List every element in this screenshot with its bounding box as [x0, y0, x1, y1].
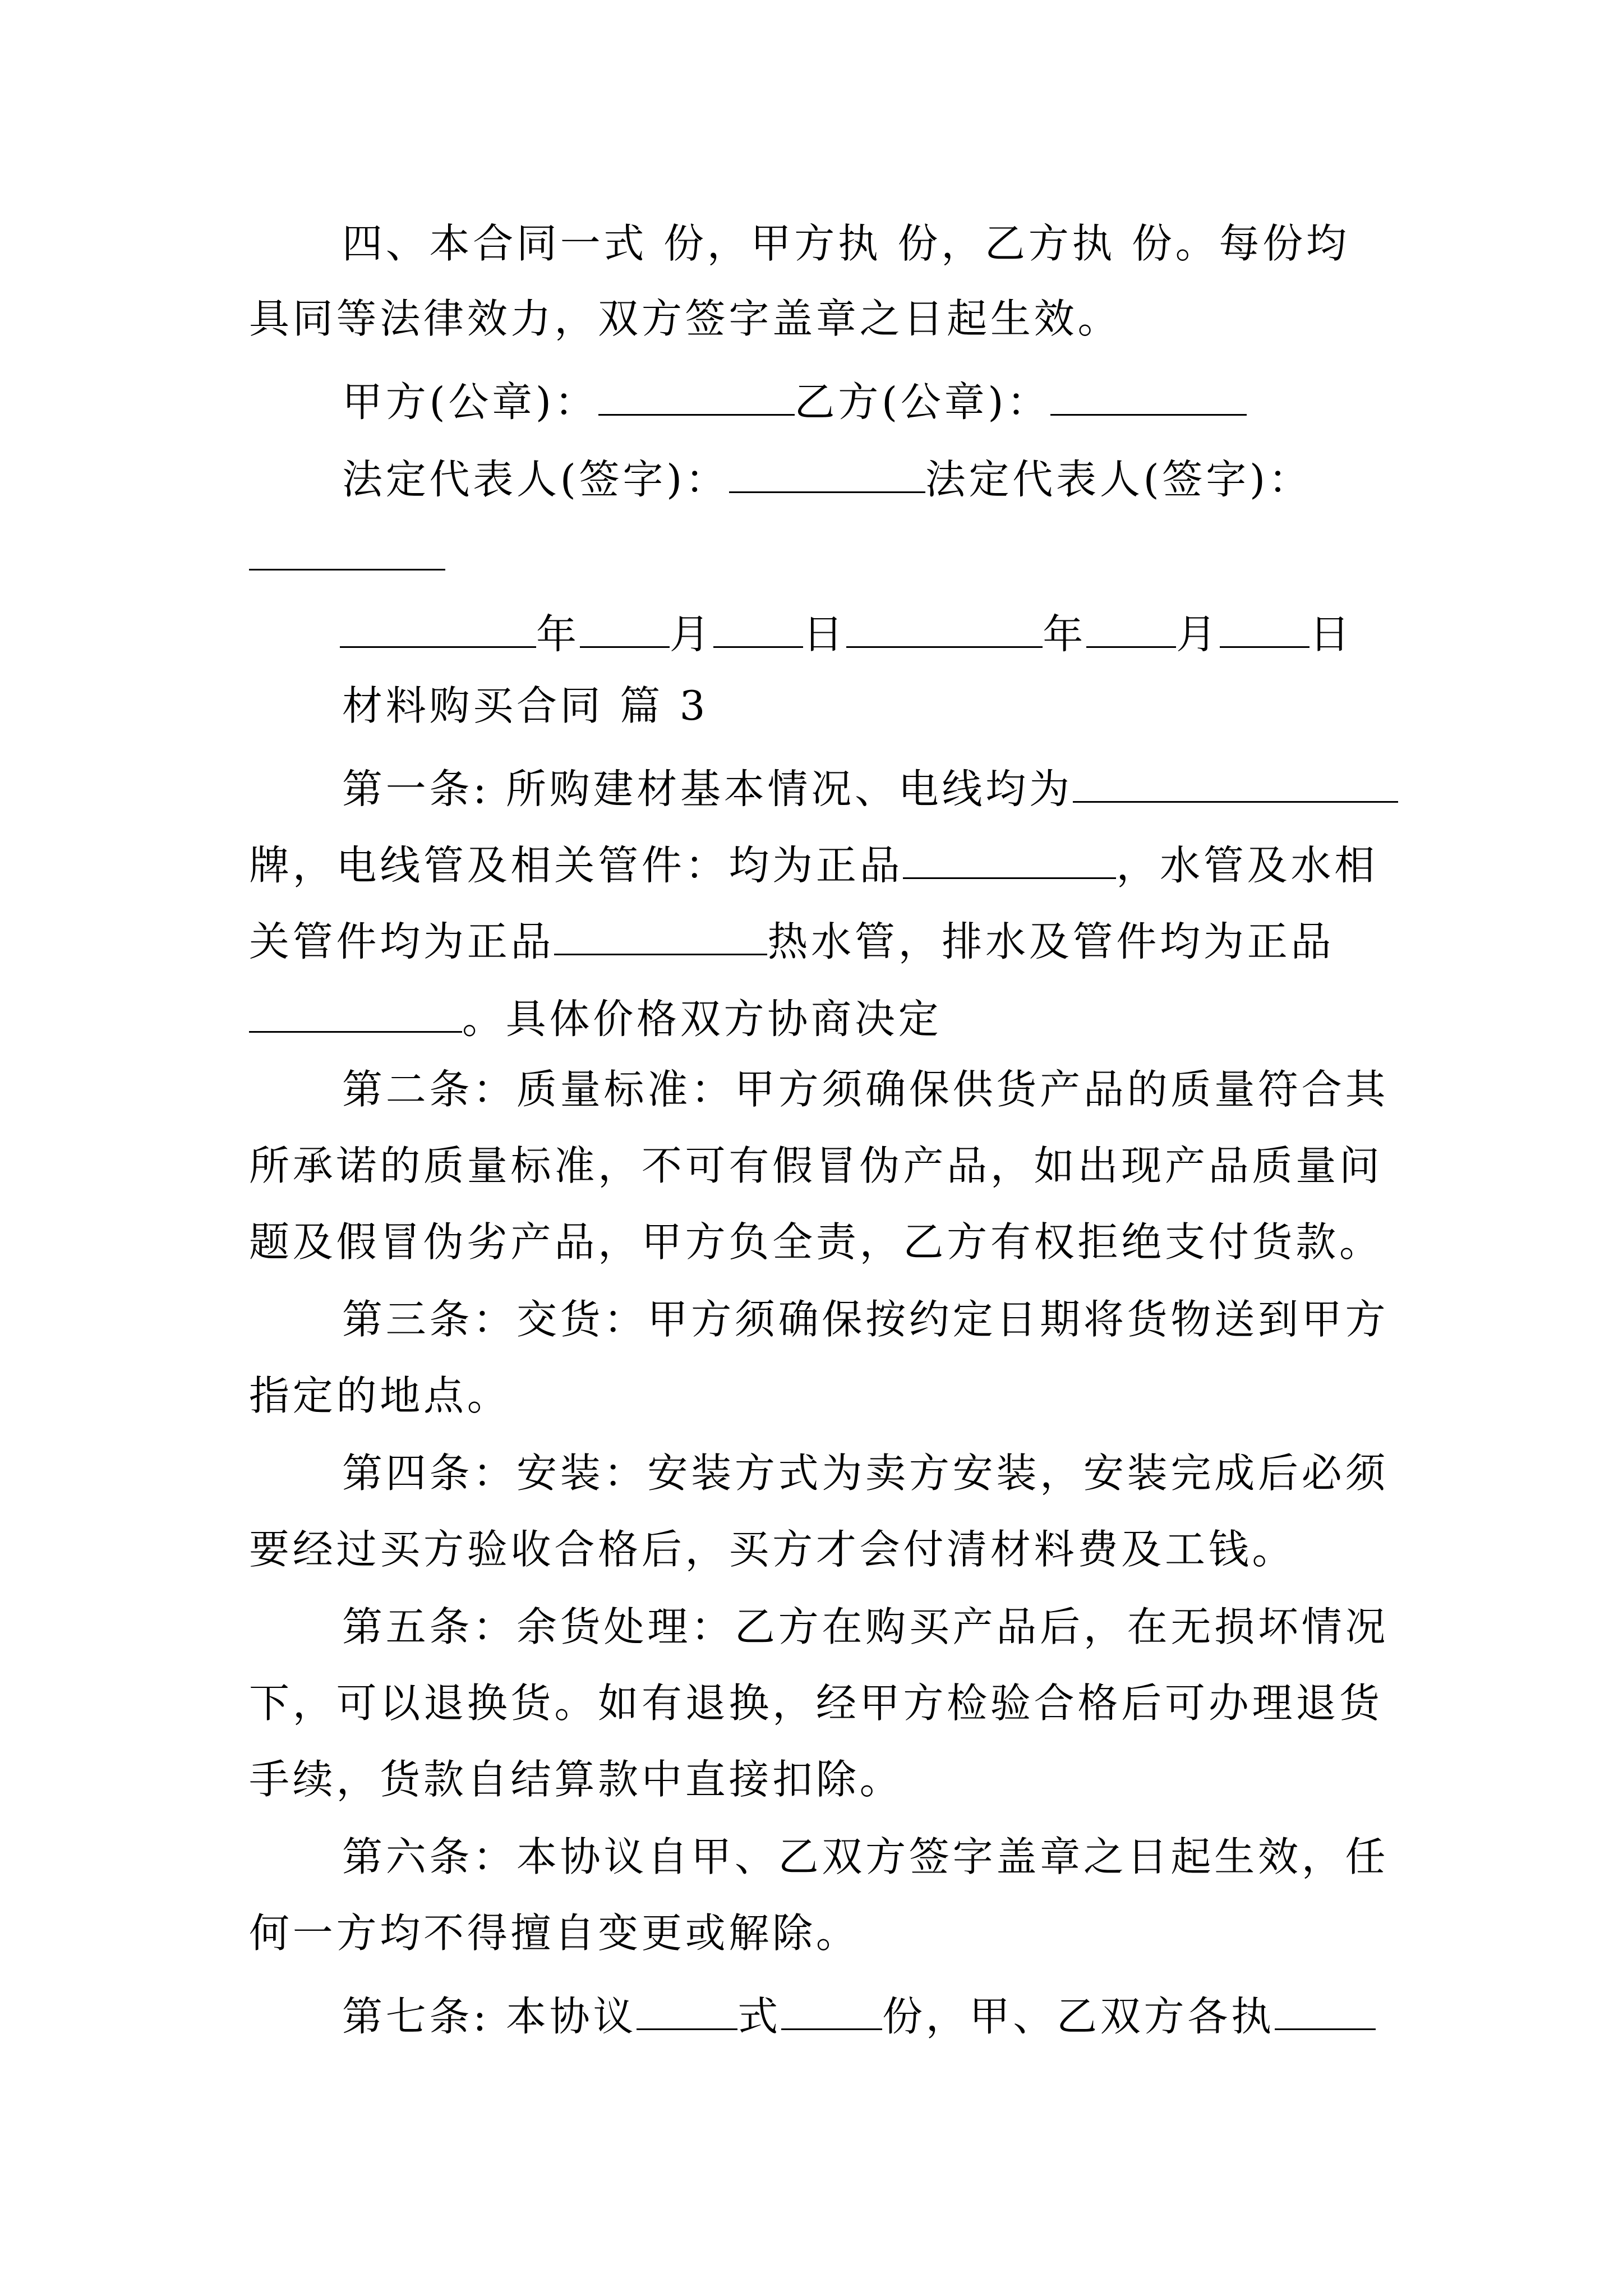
article-2-line-3: 题及假冒伪劣产品，甲方负全责，乙方有权拒绝支付货款。 — [249, 1218, 1383, 1266]
signature-date-line — [340, 608, 1353, 658]
article-1-line-2 — [249, 839, 1378, 889]
article-7-text-c: 份，甲、乙双方各执 — [882, 1993, 1275, 2040]
signature-company-seal-line — [342, 376, 1247, 426]
party-b-day-label: 日 — [1309, 610, 1353, 658]
article-7-text-b: 式 — [737, 1993, 781, 2040]
wire-brand-blank — [1073, 763, 1398, 803]
party-a-day-blank — [713, 608, 803, 648]
article-5-line-1: 第五条：余货处理：乙方在购买产品后，在无损坏情况 — [342, 1603, 1389, 1650]
clause-4-line-2: 具同等法律效力，双方签字盖章之日起生效。 — [249, 295, 1122, 342]
article-1-text-4: 。具体价格双方协商决定 — [462, 995, 942, 1043]
article-1-text-3a: 关管件均为正品 — [249, 918, 555, 965]
article-5-line-3: 手续，货款自结算款中直接扣除。 — [249, 1756, 903, 1803]
signature-legal-rep-line — [342, 453, 1312, 503]
article-3-line-1: 第三条：交货：甲方须确保按约定日期将货物送到甲方 — [342, 1296, 1389, 1343]
party-b-year-label: 年 — [1043, 610, 1087, 658]
article-1-text-3b: 热水管，排水及管件均为正品 — [767, 918, 1335, 965]
party-b-seal-blank — [1050, 376, 1247, 416]
article-7-text-a: 第七条: 本协议 — [342, 1993, 637, 2040]
party-a-year-label: 年 — [536, 610, 580, 658]
party-b-month-label: 月 — [1176, 610, 1220, 658]
conduit-brand-blank — [903, 839, 1116, 879]
party-a-seal-blank — [598, 376, 795, 416]
party-a-month-blank — [580, 608, 670, 648]
party-a-day-label: 日 — [803, 610, 847, 658]
party-b-month-blank — [1086, 608, 1176, 648]
article-2-line-1: 第二条：质量标准：甲方须确保供货产品的质量符合其 — [342, 1066, 1389, 1113]
article-3-line-2: 指定的地点。 — [249, 1372, 511, 1419]
party-b-day-blank — [1220, 608, 1310, 648]
copies-format-blank — [637, 1990, 737, 2030]
article-5-line-2: 下，可以退换货。如有退换，经甲方检验合格后可办理退货 — [249, 1680, 1383, 1727]
party-b-legal-rep-label: 法定代表人(签字)： — [925, 455, 1312, 503]
article-4-line-2: 要经过买方验收合格后，买方才会付清材料费及工钱。 — [249, 1526, 1296, 1573]
article-6-line-2: 何一方均不得擅自变更或解除。 — [249, 1910, 860, 1957]
copies-each-blank — [1275, 1990, 1376, 2030]
water-pipe-brand-blank — [554, 915, 767, 955]
article-7-line-1 — [342, 1990, 1376, 2040]
party-b-legal-rep-blank-line — [249, 531, 445, 577]
article-1-text-2b: ，水管及水相 — [1116, 841, 1378, 889]
party-a-month-label: 月 — [669, 610, 713, 658]
article-1-line-1 — [342, 763, 1398, 813]
article-1-line-3 — [249, 915, 1335, 965]
article-1-line-4 — [249, 993, 942, 1043]
copies-count-blank — [781, 1990, 882, 2030]
party-b-legal-rep-blank — [249, 531, 445, 570]
drain-brand-blank — [249, 993, 462, 1033]
party-a-year-blank — [340, 608, 536, 648]
party-a-legal-rep-label: 法定代表人(签字)： — [342, 455, 729, 503]
clause-4-line-1: 四、本合同一式 份，甲方执 份，乙方执 份。每份均 — [342, 220, 1350, 267]
article-6-line-1: 第六条：本协议自甲、乙双方签字盖章之日起生效，任 — [342, 1833, 1389, 1880]
article-2-line-2: 所承诺的质量标准，不可有假冒伪产品，如出现产品质量问 — [249, 1142, 1383, 1189]
party-a-legal-rep-blank — [729, 453, 925, 493]
party-a-seal-label: 甲方(公章)： — [342, 378, 598, 426]
section-title: 材料购买合同 篇 3 — [342, 682, 709, 729]
article-1-text-2a: 牌，电线管及相关管件：均为正品 — [249, 841, 903, 889]
article-1-text-1: 第一条: 所购建材基本情况、电线均为 — [342, 765, 1073, 813]
party-b-year-blank — [846, 608, 1043, 648]
party-b-seal-label: 乙方(公章)： — [794, 378, 1050, 426]
article-4-line-1: 第四条：安装：安装方式为卖方安装，安装完成后必须 — [342, 1450, 1389, 1497]
